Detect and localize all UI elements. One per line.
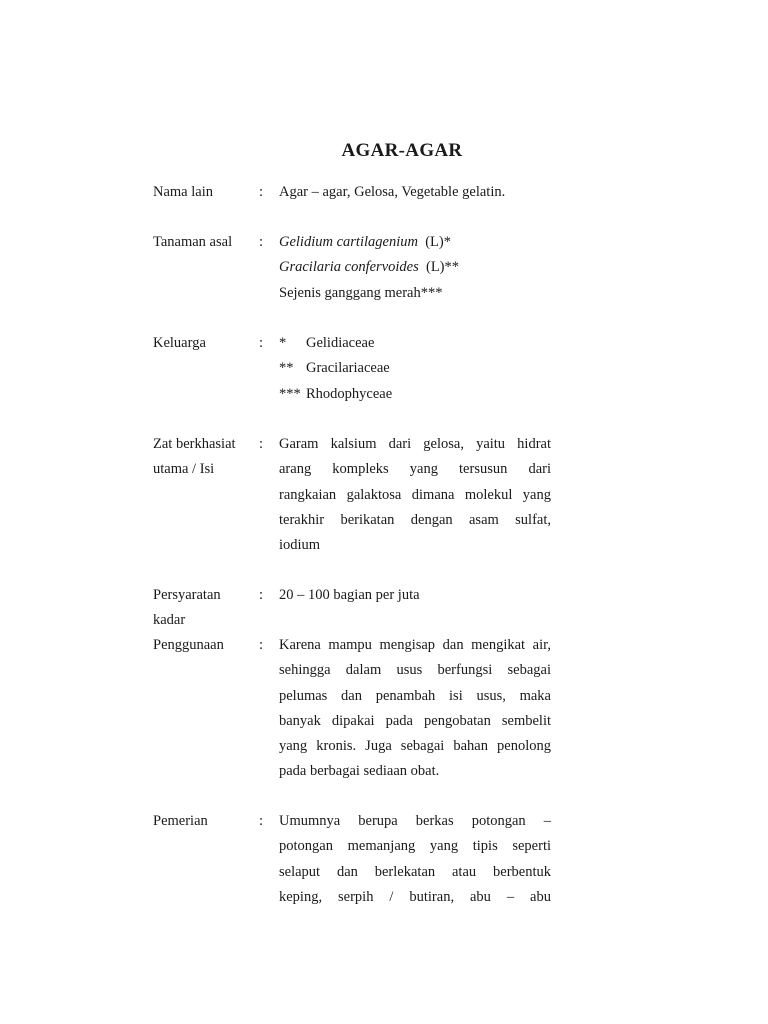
text-line: yang kronis. Juga sebagai bahan penolong [279,738,551,755]
label-tanaman-asal: Tanaman asal [153,234,233,250]
label-keluarga: Keluarga [153,335,206,351]
text-line: rangkaian galaktosa dimana molekul yang [279,486,551,503]
species-line [279,230,551,255]
species-name: Gracilaria confervoides [279,259,419,276]
value-tanaman-asal [279,230,551,306]
text-line: selaput dan berlekatan atau berbentuk [279,863,551,880]
text-line: Umumnya berupa berkas potongan – [279,813,551,829]
colon: : [259,234,264,250]
family-name: Gracilariaceae [306,360,390,377]
label-nama-lain: Nama lain [153,184,213,200]
label-pemerian: Pemerian [153,813,208,829]
text-line: Garam kalsium dari gelosa, yaitu hidrat [279,436,551,452]
species-suffix: (L)* [425,234,451,250]
value-penggunaan [279,633,551,785]
species-name: Gelidium cartilagenium [279,234,418,250]
family-line [279,382,551,407]
family-mark: *** [279,385,301,402]
text-line: potongan memanjang yang tipis seperti [279,838,551,855]
family-mark: * [279,335,287,351]
colon: : [259,587,264,603]
colon: : [259,813,264,829]
label-line: Zat berkhasiat [153,436,236,452]
text-line: iodium [279,537,321,554]
colon: : [259,335,264,351]
text-line: arang kompleks yang tersusun dari [279,461,551,478]
family-name: Gelidiaceae [306,335,375,351]
value-zat-berkhasiat [279,432,551,558]
document-title: AGAR-AGAR [341,140,463,161]
label-line: utama / Isi [153,461,215,478]
label-persyaratan-kadar [153,583,253,634]
text-line: Karena mampu mengisap dan mengikat air, [279,637,551,653]
text-line: sehingga dalam usus berfungsi sebagai [279,662,551,679]
text-line: pada berbagai sediaan obat. [279,763,440,780]
species-line: Sejenis ganggang merah*** [279,284,443,301]
label-zat-berkhasiat [153,432,253,483]
text-line: terakhir berikatan dengan asam sulfat, [279,511,551,528]
family-mark: ** [279,360,294,377]
species-line [279,255,551,280]
text-line: banyak dipakai pada pengobatan sembelit [279,712,551,729]
value-pemerian [279,809,551,910]
family-line [279,356,551,381]
colon: : [259,436,264,452]
family-line [279,331,551,356]
label-line: kadar [153,612,186,629]
value-nama-lain: Agar – agar, Gelosa, Vegetable gelatin. [279,184,506,200]
species-suffix: (L)** [426,259,460,276]
value-persyaratan-kadar: 20 – 100 bagian per juta [279,587,420,603]
colon: : [259,637,264,653]
label-line: Persyaratan [153,587,221,603]
label-penggunaan: Penggunaan [153,637,224,653]
text-line: pelumas dan penambah isi usus, maka [279,687,551,704]
value-keluarga [279,331,551,407]
family-name: Rhodophyceae [306,385,393,402]
text-line: keping, serpih / butiran, abu – abu [279,888,551,905]
colon: : [259,184,264,200]
